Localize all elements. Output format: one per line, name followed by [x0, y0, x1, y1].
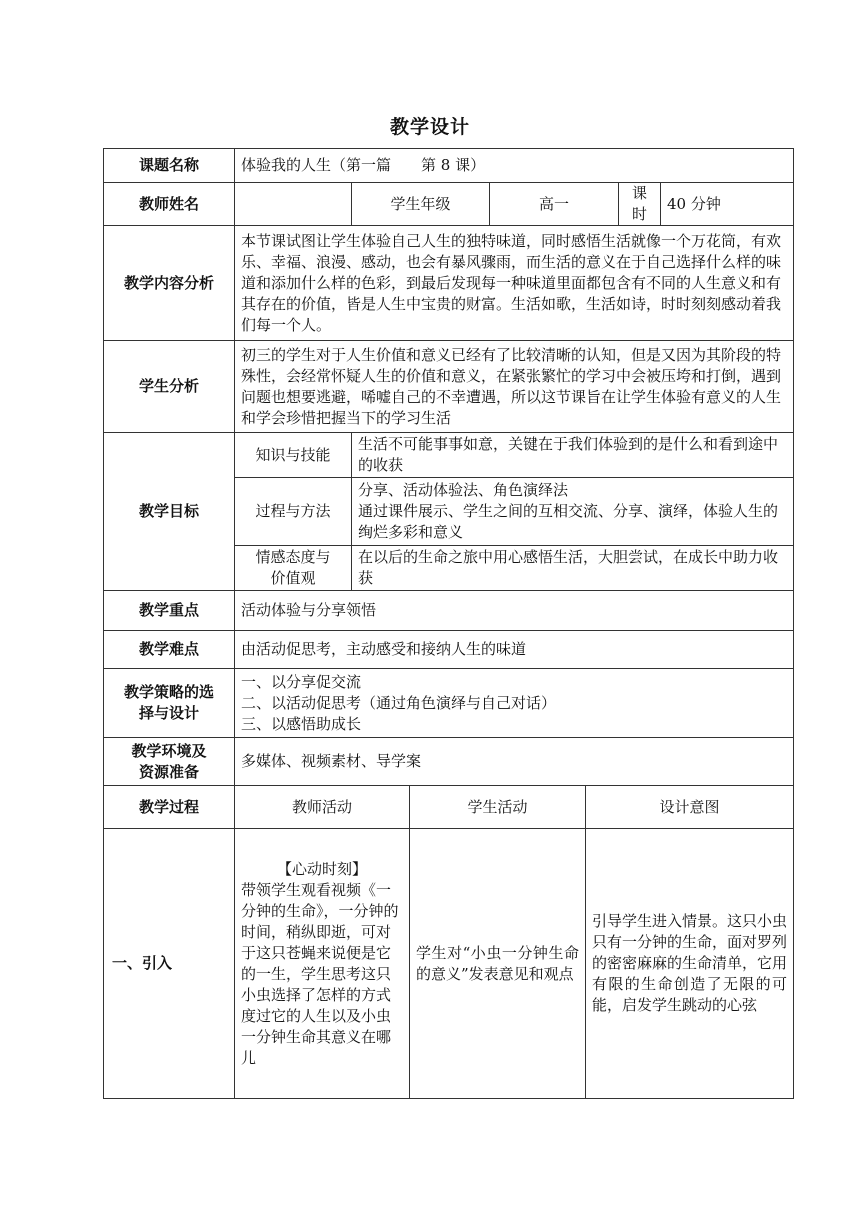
row-key-point: [104, 591, 794, 631]
knowledge-skill-label: 知识与技能: [235, 433, 352, 478]
process-method-label: 过程与方法: [235, 478, 352, 546]
process-label: 教学过程: [104, 786, 235, 829]
period-label: 课时: [619, 183, 661, 226]
emotion-label-line-1: 情感态度与: [255, 548, 331, 566]
knowledge-skill-value: 生活不可能事事如意，关键在于我们体验到的是什么和看到途中的收获: [352, 433, 794, 478]
key-point-value: 活动体验与分享领悟: [235, 591, 794, 631]
row-intro: [104, 829, 794, 1099]
intro-teacher-heading: 【心动时刻】: [276, 859, 367, 878]
student-analysis-label: 学生分析: [104, 341, 235, 433]
teacher-name-value: [235, 183, 352, 226]
strategy-label-line-1: 教学策略的选: [123, 683, 214, 701]
design-intent-header: 设计意图: [586, 786, 794, 829]
process-method-value: [352, 478, 794, 546]
process-method-line-2: 通过课件展示、学生之间的互相交流、分享、演绎，体验人生的绚烂多彩和意义: [358, 502, 779, 541]
row-difficulty: [104, 631, 794, 669]
row-strategy: [104, 669, 794, 738]
grade-label: 学生年级: [352, 183, 490, 226]
difficulty-label: 教学难点: [104, 631, 235, 669]
intro-teacher-text: 带领学生观看视频《一分钟的生命》，一分钟的时间，稍纵即逝，可对于这只苍蝇来说便是它的一生，学生思考这只小虫选择了怎样的方式度过它的人生以及小虫一分钟生命其意义在哪儿: [241, 880, 399, 1067]
grade-value: 高一: [490, 183, 619, 226]
teacher-name-label: 教师姓名: [104, 183, 235, 226]
environment-label-line-2: 资源准备: [138, 762, 199, 781]
process-method-line-1: 分享、活动体验法、角色演绎法: [358, 481, 569, 499]
row-content-analysis: [104, 226, 794, 341]
row-objective-knowledge: [104, 433, 794, 478]
row-process-header: [104, 786, 794, 829]
row-environment: [104, 738, 794, 786]
content-analysis-value: 本节课试图让学生体验自己人生的独特味道，同时感悟生活就像一个万花筒，有欢乐、幸福、浪漫、感动，也会有暴风骤雨，而生活的意义在于自己选择什么样的味道和添加什么样的色彩，到最后发现每一种味道里面都包含有不同的人生意义和有其存在的价值，皆是人生中宝贵的财富。生活如歌，生活如诗，时时刻刻感动着我们每一个人。: [235, 226, 794, 341]
emotion-value-label: [235, 546, 352, 591]
period-value: 40 分钟: [661, 183, 794, 226]
student-analysis-value: 初三的学生对于人生价值和意义已经有了比较清晰的认知，但是又因为其阶段的特殊性，会经常怀疑人生的价值和意义，在紧张繁忙的学习中会被压垮和打倒，遇到问题也想要逃避，唏嘘自己的不幸遭遇，所以这节课旨在让学生体验有意义的人生和学会珍惜把握当下的学习生活: [235, 341, 794, 433]
row-student-analysis: [104, 341, 794, 433]
course-name-value: 体验我的人生（第一篇 第 8 课）: [235, 149, 794, 183]
strategy-item: 三、以感悟助成长: [241, 714, 362, 733]
content-analysis-label: 教学内容分析: [104, 226, 235, 341]
intro-teacher-activity: [235, 829, 410, 1099]
row-teacher: [104, 183, 794, 226]
row-course-name: [104, 149, 794, 183]
key-point-label: 教学重点: [104, 591, 235, 631]
difficulty-value: 由活动促思考，主动感受和接纳人生的味道: [235, 631, 794, 669]
environment-value: 多媒体、视频素材、导学案: [235, 738, 794, 786]
course-name-label: 课题名称: [104, 149, 235, 183]
strategy-item: 二、以活动促思考（通过角色演绎与自己对话）: [241, 693, 557, 712]
strategy-label-line-2: 择与设计: [138, 704, 199, 722]
objectives-label: 教学目标: [104, 433, 235, 591]
strategy-value: [235, 669, 794, 738]
strategy-item: 一、以分享促交流: [241, 672, 362, 691]
intro-label: 一、引入: [104, 829, 235, 1099]
document-title: 教学设计: [389, 116, 470, 138]
teacher-activity-header: 教师活动: [235, 786, 410, 829]
intro-design-intent: 引导学生进入情景。这只小虫只有一分钟的生命，面对罗列的密密麻麻的生命清单，它用有限的生命创造了无限的可能，启发学生跳动的心弦: [586, 829, 794, 1099]
lesson-plan-table: [103, 148, 794, 1099]
student-activity-header: 学生活动: [410, 786, 586, 829]
strategy-label: [104, 669, 235, 738]
environment-label: [104, 738, 235, 786]
intro-student-activity: 学生对“小虫一分钟生命的意义”发表意见和观点: [410, 829, 586, 1099]
emotion-label-line-2: 价值观: [270, 569, 316, 587]
emotion-value-text: 在以后的生命之旅中用心感悟生活，大胆尝试，在成长中助力收获: [352, 546, 794, 591]
environment-label-line-1: 教学环境及: [131, 741, 207, 760]
